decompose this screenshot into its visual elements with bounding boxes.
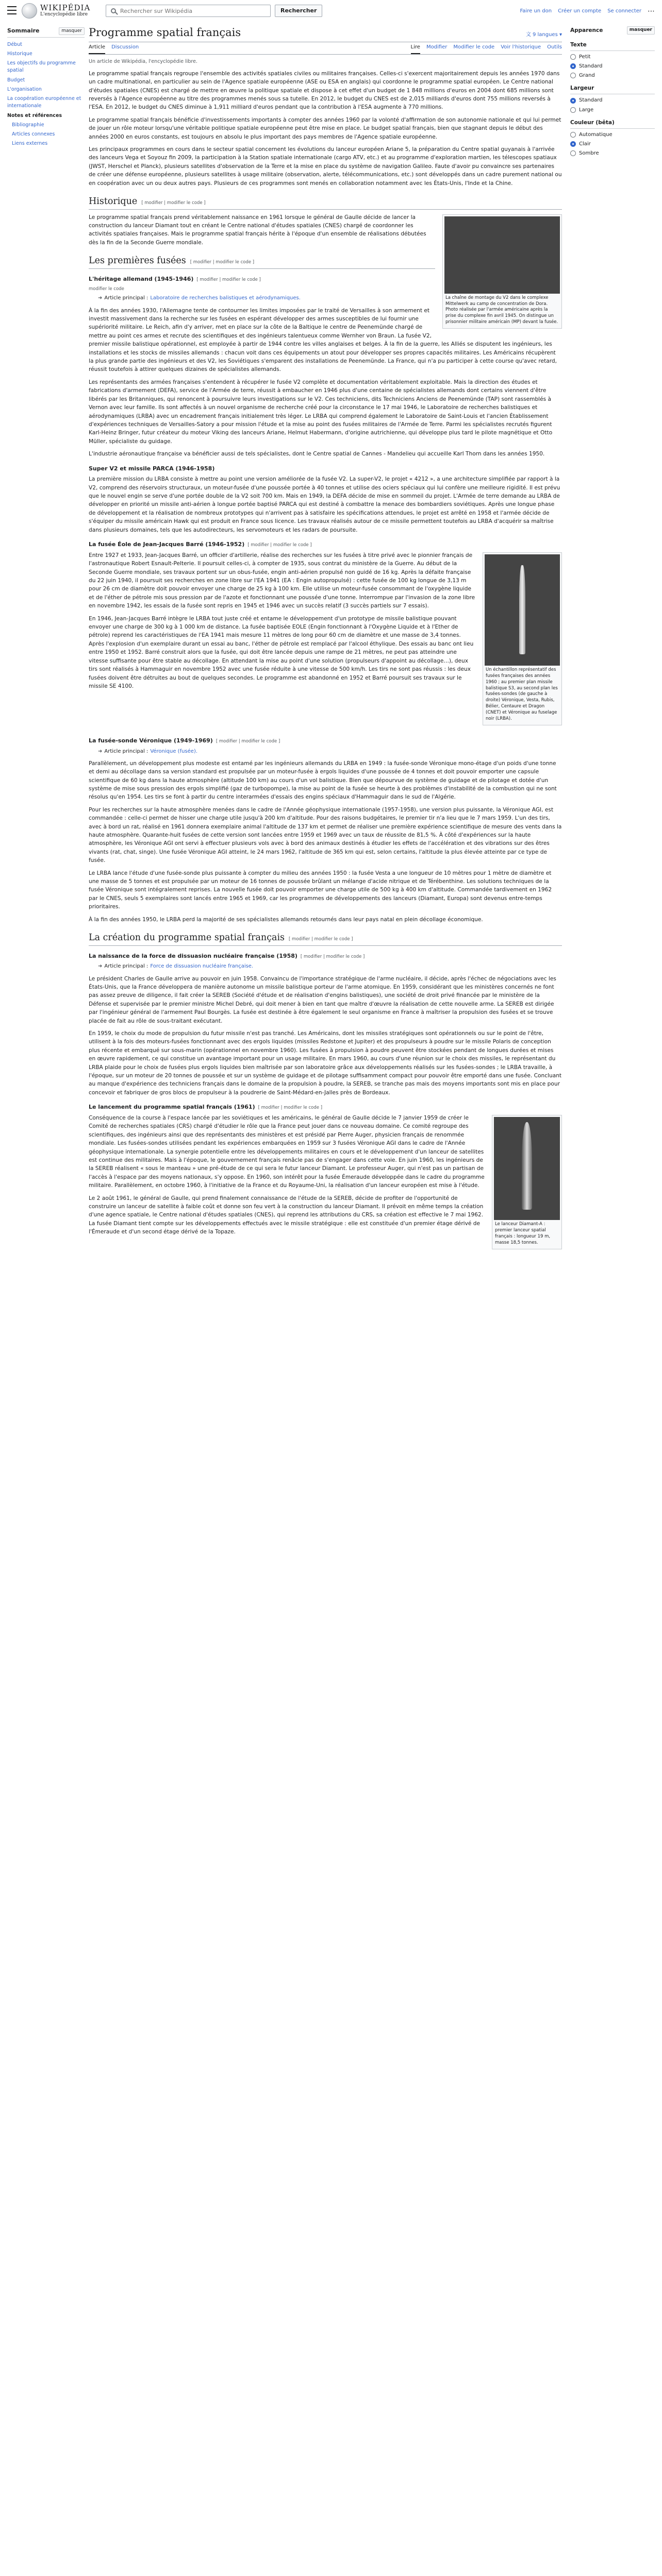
radio-icon[interactable] bbox=[570, 54, 576, 60]
logo-subtitle: L'encyclopédie libre bbox=[40, 11, 88, 17]
text-size-option[interactable] bbox=[570, 53, 655, 61]
radio-icon[interactable] bbox=[570, 98, 576, 104]
intro-paragraph-2: Le programme spatial français bénéficie d'investissements importants à compter des années 1960 par la volonté d'affirmation de son autonomie nationale et qui lui permet de jouer un rôle moteur lorsqu'une véritable politique spatiale européenne peut être mise en place. Le budget spatial français, bien que stagnant depuis le début des années 2000 en euros constants, est toujours en absolu le plus important des pays membres de l'Agence spatiale européenne. bbox=[89, 116, 561, 140]
wikipedia-logo[interactable] bbox=[22, 3, 90, 19]
create-account-link[interactable]: Créer un compte bbox=[558, 8, 602, 14]
language-button[interactable]: 文 9 langues ▾ bbox=[525, 32, 562, 38]
subsection-heritage-title: L'héritage allemand (1945-1946) bbox=[89, 275, 194, 282]
hatnote-prefix: Article principal : bbox=[104, 295, 148, 301]
section-creation bbox=[89, 931, 562, 946]
width-option[interactable] bbox=[570, 96, 655, 104]
edit-section-link[interactable]: [ modifier | modifier le code ] bbox=[190, 260, 255, 265]
eole-paragraph-1: Entre 1927 et 1933, Jean-Jacques Barré, un officier d'artillerie, réalise des recherches sur les fusées à titre privé avec le pionnier français de l'astronautique Robert Esnault-Pelterie. Il poursuit celles-ci, à compter de 1935, sous contrat du ministère de la Guerre. Au début de la Seconde Guerre mondiale, ses travaux portent sur un obus-fusée, engin anti-aérien propulsé non guidé de 16 kg. Après la défaite française du 22 juin 1940, il poursuit ses recherches en zone libre sur l'EA 1941 (EA : Engin autopropulsé) : cette fusée de 100 kg longue de 3,13 m pour 26 cm de diamètre doit pouvoir envoyer une charge de 25 kg à 100 km. Elle utilise un moteur-fusée consommant de l'oxygène liquide et de l'éther de pétrole mis sous pression par de l'azote et fonctionnant une pousséе d'une tonne. Interrompue par l'invasion de la zone libre en novembre 1942, les essais de la fusée sont repris en 1945 et 1946 avec un succès relatif (3 succès partiels sur 7 essais). bbox=[89, 552, 475, 609]
toc-item[interactable]: Bibliographie bbox=[12, 122, 44, 128]
toc-item[interactable]: L'organisation bbox=[7, 86, 42, 92]
arrow-right-icon: ➜ bbox=[98, 748, 103, 754]
figure-v2-assembly bbox=[442, 214, 562, 329]
appearance-panel bbox=[570, 27, 655, 162]
more-options-icon[interactable]: ⋯ bbox=[648, 7, 655, 15]
color-option-label: Sombre bbox=[579, 150, 599, 157]
subsection-heritage bbox=[89, 275, 435, 284]
user-links bbox=[520, 7, 655, 15]
subsection-naissance bbox=[89, 952, 562, 961]
toc-item[interactable]: Début bbox=[7, 41, 22, 47]
hatnote bbox=[89, 294, 435, 302]
diamant-rocket-image[interactable] bbox=[494, 1117, 560, 1220]
radio-icon[interactable] bbox=[570, 63, 576, 69]
tab-tools[interactable]: Outils bbox=[547, 44, 562, 50]
heritage-paragraph-1: À la fin des années 1930, l'Allemagne tente de contourner les limites imposées par le traité de Versailles à son armement et investit massivement dans la recherche sur les fusées en espérant développer des armes susceptibles de lui fournir une supériorité militaire. Le Reich, afin d'y arriver, met en place sur la côte de la Baltique le centre de Peenemünde chargé de mettre au point ces armes et recrute des scientifiques et des ingénieurs talentueux comme Wernher von Braun. La fusée V2, premier missile balistique opérationnel, est employée à partir de 1944 contre les villes anglaises et belges. À la fin de la guerre, les Alliés se disputent les ingénieurs, les installations et les stocks de missiles allemands : chacun voit dans ces équipements un atout pour développer ses propres capacités militaires. Les Américains récupèrent la plus grande partie des ingénieurs et des V2, les Soviétiques s'emparent des installations de Peenemünde. La France, qui n'a pu participer à cette course qu'avec retard, réussit toutefois à attirer quelques dizaines de spécialistes allemands. bbox=[89, 307, 557, 373]
hatnote-prefix: Article principal : bbox=[104, 963, 148, 970]
heritage-paragraph-2: Les représentants des armées françaises s'entendent à récupérer le fusée V2 complète et documentation véritablement exploitable. Mais la direction des études et fabrications d'armement (DEFA), service de l'Armée de terre, réussit à embaucher en 1946 plus d'une centaine de spécialistes allemands dont certains viennent d'être libérés par les Britanniques, qui renoncent à poursuivre leurs investigations sur le V2. Ces techniciens, dits Techniciens Anciens de Peenemünde (TAP) sont rassemblés à Vernon avec leur famille. Ils sont affectés à un nouvel organisme de recherche créé pour la circonstance le 17 mai 1946, le Laboratoire de recherches balistiques et aérodynamiques (LRBA) avec un encadrement français initialement très léger. Le LRBA qui comprend également le Laboratoire de Saint-Louis et l'ancien Établissement d'expériences techniques de Versailles-Satory a pour mission l'étude et la mise au point des fusées militaires de l'Armée de Terre. Parmi les spécialistes recrutés figurent Karl-Heinz Bringer, futur créateur du moteur Viking des lanceurs Ariane, Helmut Habermann, d'origine autrichienne, qui développe plus tard le pilote magnétique et Otto Müller, spécialiste du guidage. bbox=[89, 379, 553, 445]
figure-rockets bbox=[483, 552, 562, 725]
edit-source-link[interactable]: modifier le code bbox=[89, 286, 124, 292]
tab-discussion[interactable]: Discussion bbox=[111, 44, 139, 50]
main-content bbox=[89, 26, 562, 1255]
radio-icon[interactable] bbox=[570, 107, 576, 113]
section-premieres-title: Les premières fusées bbox=[89, 256, 186, 266]
edit-section-link[interactable]: [ modifier | modifier le code ] bbox=[196, 277, 261, 282]
lancement-paragraph-2: Le 2 août 1961, le général de Gaulle, qui prend finalement connaissance de l'étude de la SEREB, décide de profiter de l'opportunité de construire un lanceur de satellite à faible coût et donne son feu vert à la construction du lanceur Diamant. Il prévoit en même temps la création d'une agence spatiale, le Centre national d'études spatiales (CNES), qui reprend les attributions du CRS, sa création est effective le 7 mai 1962. La fusée Diamant tient compte sur les développements effectués avec le missile stratégique : elle est constituée d'un premier étage dérivé de l'Émeraude et d'un second étage dérivé de la Topaze. bbox=[89, 1195, 484, 1235]
hatnote-link[interactable]: Laboratoire de recherches balistiques et aérodynamiques. bbox=[150, 295, 301, 301]
wikipedia-globe-icon bbox=[22, 3, 37, 19]
toc-item[interactable]: Les objectifs du programme spatial bbox=[7, 60, 76, 74]
text-size-option-label: Petit bbox=[579, 54, 591, 60]
veronique-paragraph-1: Parallèlement, un développement plus modeste est entamé par les ingénieurs allemands du LRBA en 1949 : la fusée-sonde Véronique mono-étage d'un poids d'une tonne et demi au décollage dans sa version standard est propulsée par un moteur-fusée à ergols liquides d'une poussée de 4 tonnes et doit pouvoir emporter une capsule scientifique de 60 kg dans la haute atmosphère (altitude 100 km) au cours d'un vol balistique. Bien que dépourvue de système de guidage et de pilotage et dotée d'un système de mise sous pression des ergols simplifié (gaz de turbopompe), la mise au point de la fusée se heurte à des problèmes d'instabilité de la combustion qui ne sont résolus qu'en 1954. Les tirs se font à partir du centre interarmées d'essais des engins spéciaux d'Hammaguir dans le sud de l'Algérie. bbox=[89, 760, 557, 801]
hatnote bbox=[89, 962, 562, 970]
historique-paragraph: Le programme spatial français prend véritablement naissance en 1961 lorsque le général de Gaulle décide de lancer la construction du lanceur Diamant tout en créant le Centre national d'études spatiales (CNES) chargé de coordonner les activités spatiales françaises. Mais le programme spatial français hérite à l'époque d'un ensemble de réalisations débutées dès la fin de la Seconde Guerre mondiale. bbox=[89, 214, 426, 246]
section-premieres-fusees bbox=[89, 254, 435, 269]
creation-paragraph-2: En 1959, le choix du mode de propulsion du futur missile n'est pas tranché. Les Américains, dont les missiles stratégiques sont opérationnels ou sur le point de l'être, utilisent à la fois des moteurs-fusées fonctionnant avec des ergols liquides (missiles Redstone et Jupiter) et des propulseurs à poudre sur le missile Polaris de conception plus récente et embarqué sur sous-marin (opérationnel en novembre 1960). Les fusées à propulsion à poudre peuvent être stockées pendant de longues durées et mises en œuvre rapidement, ce qui constitue un avantage important pour un usage militaire. En mars 1960, au cours d'une réunion sur le choix des missiles, le représentant du LRBA plaide pour le choix de fusées plus ergols liquides bien maîtrisée par son laboratoire grâce aux développements réalisés sur les fusées-sondes ; le LRBA travaille, à l'époque, sur un moteur de 20 tonnes de poussée et sur un système de guidage et de pilotage suffisamment compact pour pouvoir être emporté dans une fusée. Concluant au manque d'expérience des techniciens français dans le domaine de la propulsion à poudre, la SEREB, se tranche pas mais des moyens importants sont mis en place pour concevoir et fabriquer de gros blocs de propulseur à la poudrerie de Saint-Médard-en-Jalles près de Bordeaux. bbox=[89, 1030, 562, 1096]
hatnote-prefix: Article principal : bbox=[104, 748, 148, 754]
appearance-header bbox=[570, 27, 655, 36]
subsection-super-v2 bbox=[89, 465, 562, 473]
tab-history[interactable]: Voir l'historique bbox=[501, 44, 541, 50]
tab-article[interactable]: Article bbox=[89, 43, 105, 54]
toc-list bbox=[7, 40, 85, 149]
toc-title: Sommaire bbox=[7, 27, 40, 34]
veronique-paragraph-2: Pour les recherches sur la haute atmosphère menées dans le cadre de l'Année géophysique internationale (1957-1958), une version plus puissante, la Véronique AGI, est commandée : celle-ci permet de hisser une charge utile jusqu'à 200 km d'altitude. Pour des raisons budgétaires, le premier tir n'a lieu que le 7 mars 1959. L'un des tirs, avec à bord un rat, réalisé en 1961 donnera exemplaire animal l'altitude de 137 km et permet de réaliser une première expérience scientifique de mesure des vents dans la haute atmosphère. Quarante-huit fusées de cette version sont lancées entre 1959 et 1969 avec un taux de réussite de 81,5 %. À côté d'expériences sur la haute atmosphère, les Véronique AGI ont servi à effectuer plusieurs vols avec à bord des animaux destinés à étudier les effets de l'accélération et des vibrations sur des êtres vivants (rat, chat, singe). Une fusée Véronique AGI atteint, le 24 mars 1962, l'altitude de 365 km qui est, selon certains, l'altitude la plus élevée atteinte par ce type de fusée. bbox=[89, 806, 562, 864]
text-size-option-label: Standard bbox=[579, 63, 603, 70]
radio-icon[interactable] bbox=[570, 141, 576, 147]
appearance-title: Apparence bbox=[570, 27, 603, 33]
subsection-veronique-title: La fusée-sonde Véronique (1949-1969) bbox=[89, 737, 213, 744]
text-size-option[interactable] bbox=[570, 72, 655, 79]
main-menu-icon[interactable] bbox=[7, 6, 16, 14]
width-option-label: Standard bbox=[579, 97, 603, 104]
languages-count: 9 langues bbox=[532, 32, 558, 38]
v2-assembly-image[interactable] bbox=[444, 216, 560, 294]
subsection-eole-title: La fusée Éole de Jean-Jacques Barré (1946-1952) bbox=[89, 541, 245, 548]
table-of-contents bbox=[7, 27, 85, 149]
page-tabs bbox=[89, 42, 562, 55]
radio-icon[interactable] bbox=[570, 150, 576, 156]
login-link[interactable]: Se connecter bbox=[607, 8, 641, 14]
text-size-group bbox=[570, 41, 655, 80]
edit-section-link[interactable]: [ modifier | modifier le code ] bbox=[216, 738, 280, 744]
french-rockets-image[interactable] bbox=[485, 554, 560, 666]
search-button[interactable]: Rechercher bbox=[275, 5, 322, 17]
arrow-right-icon: ➜ bbox=[98, 295, 103, 301]
hatnote-link[interactable]: Force de dissuasion nucléaire française. bbox=[150, 963, 254, 970]
subsection-super-v2-title: Super V2 et missile PARCA (1946-1958) bbox=[89, 465, 215, 472]
intro-paragraph-1: Le programme spatial français regroupe l'ensemble des activités spatiales civiles ou militaires françaises. Celles-ci s'exercent majoritairement depuis les années 1970 dans un cadre multinational, en particulier au sein de l'Agence spatiale européenne (ASE ou ESA en anglais) qui coordonne le programme spatial européen. Le Centre national d'études spatiales (CNES) est chargé de mettre en œuvre la politique spatiale et dispose à cet effet d'un budget de 1 848 millions d'euros en 2004 dont 685 millions sont reversés à l'Agence européenne au titre des programmes menés sous sa tutelle. En 2012, le budget du CNES est de 2,015 milliards d'euros dont 755 millions reversés à l'ESA. En 2012, le budget du CNES diminue à 1,911 milliard d'euros pendant que la contribution à l'ESA augmente à 770 millions. bbox=[89, 70, 560, 111]
creation-paragraph-1: Le président Charles de Gaulle arrive au pouvoir en juin 1958. Convaincu de l'importance stratégique de l'arme nucléaire, il décide, après l'échec de négociations avec les États-Unis, que la France développera de manière autonome un missile balistique porteur de l'arme atomique. En 1959, considérant que les ministères concernés ne font pas assez preuve de diligence, il fait créer la SEREB (Société d'étude et de réalisation d'engins balistiques), une société de droit privé financée par le ministère de la Défense et supervisée par le premier ministre Michel Debré, qui doit mener à bien en tant que maître d'œuvre la réalisation de cette nouvelle arme. La SEREB est dirigée par l'ingénieur général de l'armement Paul Bourgès. La fusée est destinée à être également le seul organisme en France à maîtriser la propulsion des fusées et se trouve placée de fait au rôle de sous-traitant exécutant. bbox=[89, 975, 556, 1024]
donate-link[interactable]: Faire un don bbox=[520, 8, 552, 14]
search-icon bbox=[111, 8, 116, 13]
tab-edit-source[interactable]: Modifier le code bbox=[453, 44, 495, 50]
edit-section-link[interactable]: [ modifier | modifier le code ] bbox=[289, 937, 353, 942]
figure-caption: Le lanceur Diamant-A : premier lanceur spatial français : longueur 19 m, masse 18,5 tonnes. bbox=[495, 1221, 551, 1245]
toc-item[interactable]: Historique bbox=[7, 50, 32, 57]
search-box bbox=[106, 5, 271, 17]
color-option-label: Clair bbox=[579, 141, 591, 147]
edit-section-link[interactable]: [ modifier | modifier le code ] bbox=[247, 543, 312, 548]
color-option[interactable] bbox=[570, 140, 655, 148]
width-label: Largeur bbox=[570, 84, 655, 94]
color-option[interactable] bbox=[570, 149, 655, 157]
radio-icon[interactable] bbox=[570, 132, 576, 138]
toc-item[interactable]: Budget bbox=[7, 77, 25, 83]
page-title: Programme spatial français bbox=[89, 26, 241, 39]
section-historique-title: Historique bbox=[89, 196, 138, 207]
text-size-label: Texte bbox=[570, 41, 655, 51]
figure-caption: Un échantillon représentatif des fusées françaises des années 1960 ; au premier plan missile balistique S3, au second plan les fusées-sondes (de gauche à droite) Véronique, Vesta, Rubis, Bélier, Centaure et Dragon (CNET) et Véronique au fuselage noir (LRBA). bbox=[486, 667, 558, 721]
figure-diamant bbox=[492, 1115, 562, 1249]
arrow-right-icon: ➜ bbox=[98, 963, 103, 970]
edit-section-link[interactable]: [ modifier | modifier le code ] bbox=[300, 954, 365, 959]
tab-read[interactable]: Lire bbox=[411, 43, 420, 54]
lancement-paragraph-1: Conséquence de la course à l'espace lancée par les soviétiques et les américains, le général de Gaulle décide le 7 janvier 1959 de créer le Comité de recherches spatiales (CRS) chargé d'étudier le rôle que la France peut jouer dans ce nouveau domaine. Ce comité regroupe des scientifiques, des ingénieurs ainsi que des représentants des ministères et est présidé par Pierre Auger, physicien français de renommée mondiale. Les fusées-sondes utilisées pendant les expériences embarquées en 1959 sur 3 fusées Véronique AGI dans le cadre de l'Année géophysique internationale. La synergie potentielle entre les développements militaires en cours et le développement d'un lanceur de satellites est continue des militaires. Mais à l'époque, le gouvernement français renâcle pas de s'engager dans cette voie. En juin 1960, les ingénieurs de la SEREB réalisent « sous le manteau » une pré-étude de ce qui sera le futur lanceur Diamant. Le professeur Auger, qui n'est pas un partisan de l'accès à l'espace par des moyens nationaux, s'y oppose. En 1960, son intérêt pour la fusée Émeraude développée dans le cadre du programme militaire. Parallèlement, en octobre 1960, à l'initiative de la France et du Royaume-Uni, la réalisation d'un lanceur européen est mise à l'étude. bbox=[89, 1114, 485, 1189]
toc-item[interactable]: Notes et références bbox=[7, 112, 62, 118]
color-group bbox=[570, 119, 655, 158]
figure-caption: La chaîne de montage du V2 dans le complexe Mittelwerk au camp de concentration de Dora. Photo réalisée par l'armée américaine après la prise du complexe fin avril 1945. On distingue un prisonnier militaire américain (MP) devant la fusée. bbox=[445, 295, 558, 325]
subsection-naissance-title: La naissance de la force de dissuasion nucléaire française (1958) bbox=[89, 952, 297, 959]
toc-item[interactable]: Liens externes bbox=[12, 141, 48, 147]
edit-section-link[interactable]: [ modifier | modifier le code ] bbox=[258, 1105, 323, 1111]
subsection-lancement bbox=[89, 1103, 562, 1112]
eole-paragraph-2: En 1946, Jean-Jacques Barré intègre le LRBA tout juste créé et entame le développement d'un prototype de missile balistique pouvant envoyer une charge de 300 kg à 1 000 km de distance. La fusée baptisée EOLE (Engin fonctionnant à l'Oxygène Liquide et à l'Ether de pétrole) reprend les caractéristiques de l'EA 1941 mais mesure 11 mètres de long pour 60 cm de diamètre et une masse de 3,4 tonnes. Après l'explosion d'un exemplaire durant un essai au banc, l'éther de pétrole est remplacé par l'alcool éthylique. Des essais au banc ont lieu entre 1950 et 1952. Barré construit alors que la fusée, qui doit être lancée depuis une rampe de 21 mètres, ne peut pas atteindre une vitesse suffisante pour être stable au décollage. En attendant la mise au point d'une solution (propulseurs d'appoint au décollage…), deux tirs sont réalisés à Hammaguir en novembre 1952 avec une fusée réduite à une vitesse de 500 km/h. Les tirs ne sont pas réussis : les deux fusées doivent être détruites au bout de quelques secondes. Le programme est abandonné en 1952 et Barré poursuit ses travaux sur le missile SE 4100. bbox=[89, 615, 474, 689]
super-v2-paragraph: La première mission du LRBA consiste à mettre au point une version améliorée de la fusée V2. La super-V2, le projet « 4212 », a une architecture simplifiée par rapport à la V2, comprend des réservoirs structuraux, un moteur-fusée d'une poussée portée à 40 tonnes et utilise des ociers spéciaux qui lui confère une meilleure rigidité. Il est prévu que le nouvel engin se serve d'une portée double de la V2 soit 700 km. Mais en 1949, la DEFA décide de mise en sommeil du projet. L'Armée de terre demande au LRBA de développer en priorité un missile anti-aérien à longue portée baptisé PARCA qui est destiné à combattre la menace des bombardiers soviétiques. Après une longue phase de développement et la réalisation de nombreux prototypes qui n'arrivent pas à satisfaire les spécifications attendues, le projet est arrêté en 1958 et l'armée décide de s'équiper du missile américain Hawk qui est produit en France sous licence. Les travaux réalisés autour de ce missile permettent toutefois au LRBA d'acquérir sa maîtrise dans plusieurs domaines, tels que les autodirecteurs, les servomoteurs et les radars de poursuite. bbox=[89, 476, 560, 533]
heritage-paragraph-3: L'industrie aéronautique française va bénéficier aussi de tels spécialistes, dont le Centre spatial de Cannes - Mandelieu qui accueille Karl Thorn dans les années 1950. bbox=[89, 451, 545, 457]
radio-icon[interactable] bbox=[570, 73, 576, 78]
tab-edit[interactable]: Modifier bbox=[426, 44, 448, 50]
text-size-option[interactable] bbox=[570, 62, 655, 70]
hatnote-link[interactable]: Véronique (fusée). bbox=[150, 748, 198, 754]
width-option-label: Large bbox=[579, 107, 594, 113]
hatnote bbox=[89, 748, 562, 755]
subsection-eole bbox=[89, 540, 562, 549]
search-input[interactable] bbox=[120, 8, 270, 14]
width-option[interactable] bbox=[570, 106, 655, 114]
toc-item[interactable]: La coopération européenne et internationale bbox=[7, 96, 81, 109]
toc-hide-button[interactable]: masquer bbox=[59, 27, 85, 36]
text-size-option-label: Grand bbox=[579, 73, 595, 79]
color-option-label: Automatique bbox=[579, 131, 613, 138]
toc-header bbox=[7, 27, 85, 38]
edit-section-link[interactable]: [ modifier | modifier le code ] bbox=[141, 200, 206, 206]
width-group bbox=[570, 84, 655, 113]
intro-paragraph-3: Les principaux programmes en cours dans le secteur spatial concernent les évolutions du lanceur européen Ariane 5, la préparation du Centre spatial guyanais à l'arrivée des lanceurs Vega et Soyouz fin 2009, la participation à la Station spatiale internationale (cargo ATV, etc.) et au programme d'exploration martien, les télescopes spatiaux (JWST, Herschel et Planck), plusieurs satellites d'observation de la Terre et la mise en place du système de navigation Galileo. Faute d'avoir pu convaincre ses partenaires de créer une défense européenne, plusieurs satellites à usage militaire (observation, alerte, télécommunications, etc.) sont développés dans un cadre purement national ou en coopération avec un ou deux autres pays. Plusieurs de ces programmes sont menés en collaboration notamment avec les États-Unis, l'Inde et la Chine. bbox=[89, 146, 562, 187]
veronique-paragraph-3: Le LRBA lance l'étude d'une fusée-sonde plus puissante à compter du milieu des années 1950 : la fusée Vesta a une longueur de 10 mètres pour 1 mètre de diamètre et une masse de 5 tonnes et est propulsée par un moteur de 16 tonnes de poussée brûlant un mélange d'acide nitrique et de Térébenthine. Les solutions techniques de la fusée Véronique sont intégralement reprises. La nouvelle fusée doit pouvoir emporter une charge utile de 500 kg à 400 km d'altitude. Commandée tardivement en 1962 par le CNES, seuls 5 exemplaires sont lancés entre 1965 et 1969, car les programmes de développements des lanceurs (Diamant, Europa) sont devenus entre-temps prioritaires. bbox=[89, 870, 552, 910]
subsection-veronique bbox=[89, 737, 562, 745]
logo-title: WIKIPÉDIA bbox=[40, 3, 91, 13]
subsection-lancement-title: Le lancement du programme spatial français (1961) bbox=[89, 1104, 255, 1111]
site-header bbox=[0, 0, 662, 23]
page-title-row bbox=[89, 26, 562, 42]
toc-item[interactable]: Articles connexes bbox=[12, 131, 55, 138]
color-label: Couleur (bêta) bbox=[570, 119, 655, 129]
section-historique bbox=[89, 195, 562, 210]
section-creation-title: La création du programme spatial français bbox=[89, 933, 285, 943]
veronique-paragraph-4: À la fin des années 1950, le LRBA perd la majorité de ses spécialistes allemands retournés dans leur pays natal en plein décollage économique. bbox=[89, 916, 483, 923]
site-subtitle: Un article de Wikipédia, l'encyclopédie libre. bbox=[89, 59, 197, 65]
appearance-hide-button[interactable]: masquer bbox=[627, 26, 655, 35]
color-option[interactable] bbox=[570, 131, 655, 139]
